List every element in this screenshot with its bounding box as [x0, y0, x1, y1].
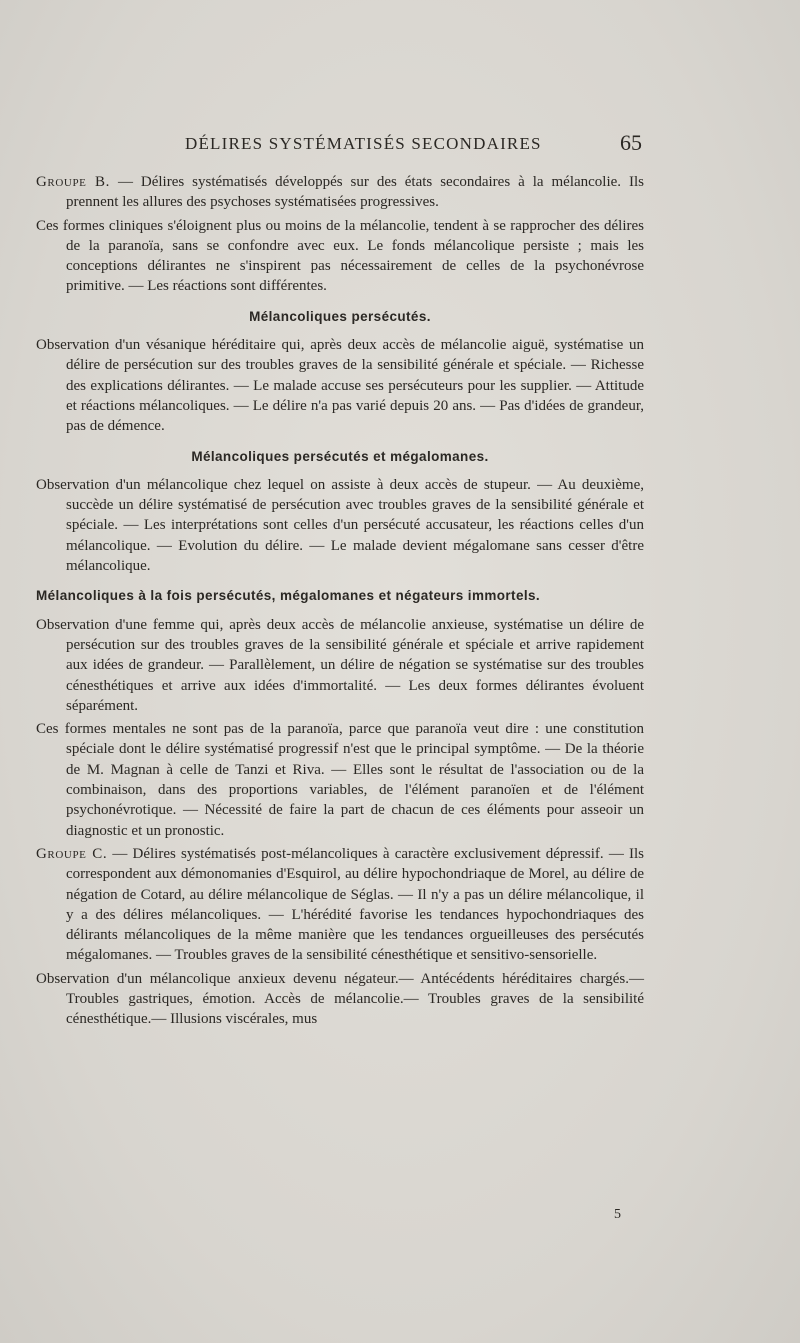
observation-paragraph-1: Observation d'un vésanique héréditaire qui, après deux accès de mélancolie aiguë, systématise un délire de persécution sur des troubles graves de la sensibilité générale et spéciale. — Richesse des explications délirantes. — Le malade accuse ses persécuteurs pour les supplier. — Attitude et réactions mélancoliques. — Le délire n'a pas varié depuis 20 ans. — Pas d'idées de grandeur, pas de démence.: [36, 337, 644, 435]
groupe-b-label: Groupe B.: [36, 174, 110, 190]
body-text: [36, 172, 644, 1033]
signature-mark: 5: [614, 1207, 621, 1222]
section-heading-persecutes: Mélancoliques persécutés.: [249, 308, 431, 324]
observation-paragraph-3: Observation d'une femme qui, après deux accès de mélancolie anxieuse, systématise un délire de persécution sur des troubles graves de la sensibilité générale et spéciale et arrive rapidement aux idées de grandeur. — Parallèlement, un délire de négation se systématise sur des troubles cénesthétiques et arrive aux idées d'immortalité. — Les deux formes délirantes évoluent séparément.: [36, 616, 644, 714]
groupe-c-label: Groupe C.: [36, 845, 108, 862]
observation-paragraph-2: Observation d'un mélancolique chez lequel on assiste à deux accès de stupeur. — Au deuxième, succède un délire systématisé de persécution avec troubles graves de la sensibilité générale et spéciale. — Les interprétations sont celles d'un persécuté accusateur, les réactions celles d'un mélancolique. — Evolution du délire. — Le malade devient mégalomane sans cesser d'être mélancolique.: [36, 476, 644, 575]
groupe-c-paragraph: [36, 844, 644, 966]
observation-paragraph-4: Observation d'un mélancolique anxieux devenu négateur.— Antécédents héréditaires chargés.— Troubles gastriques, émotion. Accès de mélancolie.— Troubles graves de la sensibilité cénesthétique.— Illusions viscérales, mus: [36, 970, 644, 1028]
page-number: 65: [620, 130, 642, 155]
groupe-b-paragraph: [36, 172, 644, 213]
page-header: [0, 132, 800, 160]
section-heading-persecutes-megalomanes: Mélancoliques persécutés et mégalomanes.: [191, 448, 489, 464]
groupe-c-text: — Délires systématisés post-mélancoliques à caractère exclusivement dépressif. — Ils correspondent aux démonomanies d'Esquirol, au délire hypochondriaque de Morel, au délire de négation de Cotard, au délire mélancolique de Séglas. — Il n'y a pas un délire mélancolique, il y a des délires mélancoliques. — L'hérédité favorise les tendances hypochondriaques des délirants mélancoliques de la même manière que les tendances orgueilleuses des persécutés mégalomanes. — Troubles graves de la sensibilité cénesthétique et sensitivo-sensorielle.: [66, 845, 644, 964]
ces-formes-paragraph-1: Ces formes cliniques s'éloignent plus ou moins de la mélancolie, tendent à se rapprocher des délires de la paranoïa, sans se confondre avec eux. Le fonds mélancolique persiste ; mais les conceptions délirantes ne s'inspirent pas nécessairement de celles de la psychonévrose primitive. — Les réactions sont différentes.: [36, 217, 644, 295]
groupe-b-text: — Délires systématisés développés sur des états secondaires à la mélancolie. Ils prennent les allures des psychoses systématisées progressives.: [66, 174, 644, 211]
running-title: DÉLIRES SYSTÉMATISÉS SECONDAIRES: [185, 134, 542, 153]
section-heading-negateurs: Mélancoliques à la fois persécutés, mégalomanes et négateurs immortels.: [36, 588, 541, 604]
ces-formes-paragraph-2: Ces formes mentales ne sont pas de la paranoïa, parce que paranoïa veut dire : une constitution spéciale dont le délire systématisé progressif n'est que le principal symptôme. — De la théorie de M. Magnan à celle de Tanzi et Riva. — Elles sont le résultat de l'association ou de la combinaison, dans des proportions variables, de l'élément paranoïen et de l'élément psychonévrotique. — Nécessité de faire la part de chacun de ces éléments pour asseoir un diagnostic et un pronostic.: [36, 721, 644, 839]
